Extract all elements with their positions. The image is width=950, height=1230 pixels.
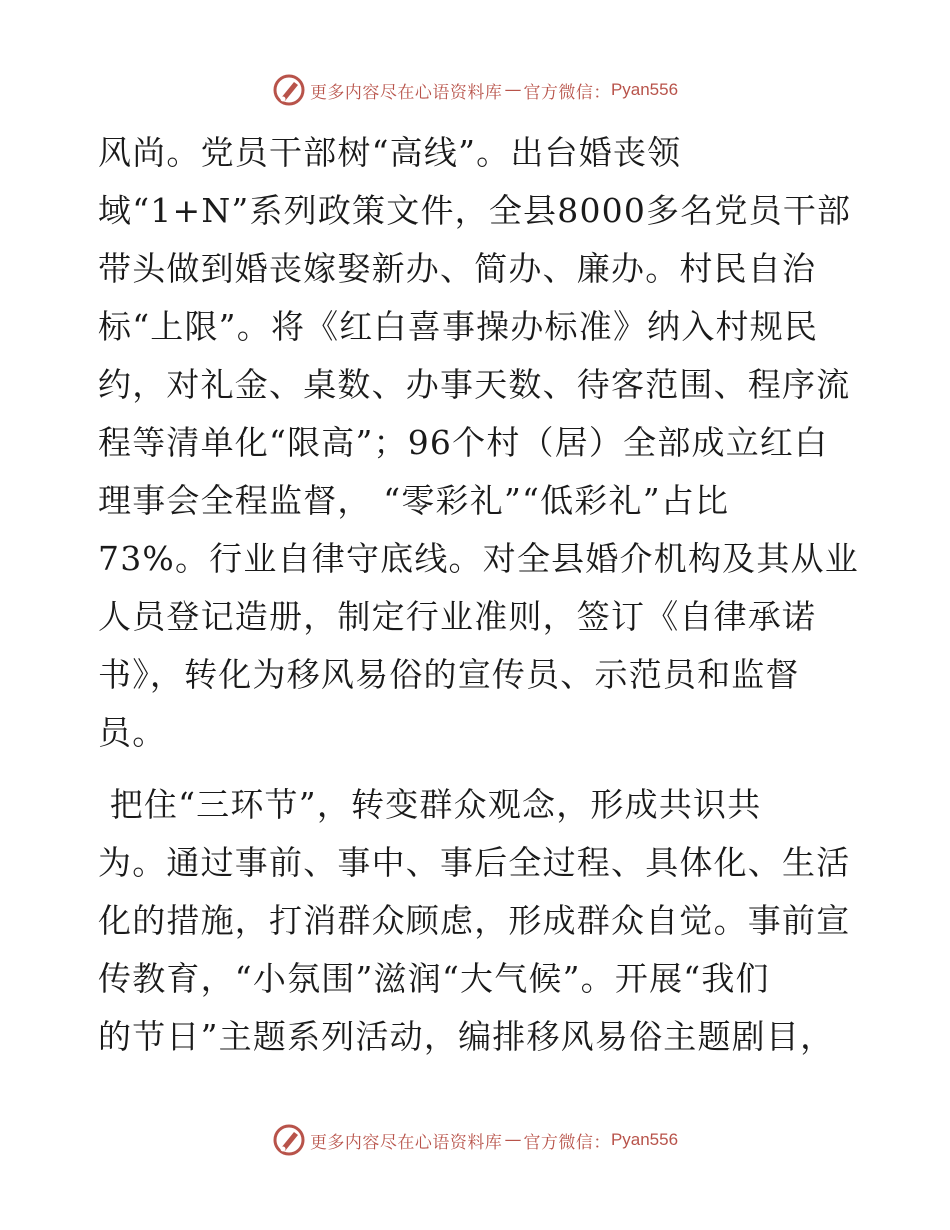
watermark-wechat-label: 官方微信： [523, 82, 611, 103]
watermark-wechat-id: Pyan556 [610, 1130, 679, 1149]
text-line: 73%。行业自律守底线。对全县婚介机构及其从业 [98, 539, 859, 578]
text-line: 为。通过事前、事中、事后全过程、具体化、生活 [98, 843, 851, 882]
header-watermark [0, 70, 950, 110]
watermark-separator: — [504, 1130, 522, 1150]
text-line: 理事会全程监督， “零彩礼”“低彩礼”占比 [98, 481, 730, 520]
paragraph-1 [98, 124, 858, 762]
watermark-text: 更多内容尽在心语资料库 [309, 82, 503, 103]
paragraph-spacer [98, 762, 858, 776]
footer-watermark [0, 1120, 950, 1160]
text-line: 程等清单化“限高”；96个村（居）全部成立红白 [98, 423, 829, 462]
text-line: 化的措施，打消群众顾虑，形成群众自觉。事前宣 [98, 901, 851, 940]
document-body [98, 124, 858, 1066]
text-line: 传教育，“小氛围”滋润“大气候”。开展“我们 [98, 959, 770, 998]
watermark-text: 更多内容尽在心语资料库 [309, 1132, 503, 1153]
text-line: 域“1+N”系列政策文件，全县8000多名党员干部 [98, 191, 852, 230]
pen-logo-icon [272, 73, 306, 107]
text-line: 书》，转化为移风易俗的宣传员、示范员和监督 [98, 655, 800, 694]
text-line: 人员登记造册，制定行业准则，签订《自律承诺 [98, 597, 817, 636]
watermark-wechat-id: Pyan556 [610, 80, 679, 99]
text-line: 约，对礼金、桌数、办事天数、待客范围、程序流 [98, 365, 851, 404]
text-line: 标“上限”。将《红白喜事操办标准》纳入村规民 [98, 307, 819, 346]
text-line: 把住“三环节”，转变群众观念，形成共识共 [98, 785, 762, 824]
paragraph-2 [98, 776, 858, 1066]
text-line: 风尚。党员干部树“高线”。出台婚丧领 [98, 133, 682, 172]
text-line: 员。 [98, 713, 167, 752]
text-line: 的节日”主题系列活动，编排移风易俗主题剧目， [98, 1017, 835, 1056]
watermark-wechat-label: 官方微信： [523, 1132, 611, 1153]
text-line: 带头做到婚丧嫁娶新办、简办、廉办。村民自治 [98, 249, 817, 288]
watermark-separator: — [504, 80, 522, 100]
pen-logo-icon [272, 1123, 306, 1157]
